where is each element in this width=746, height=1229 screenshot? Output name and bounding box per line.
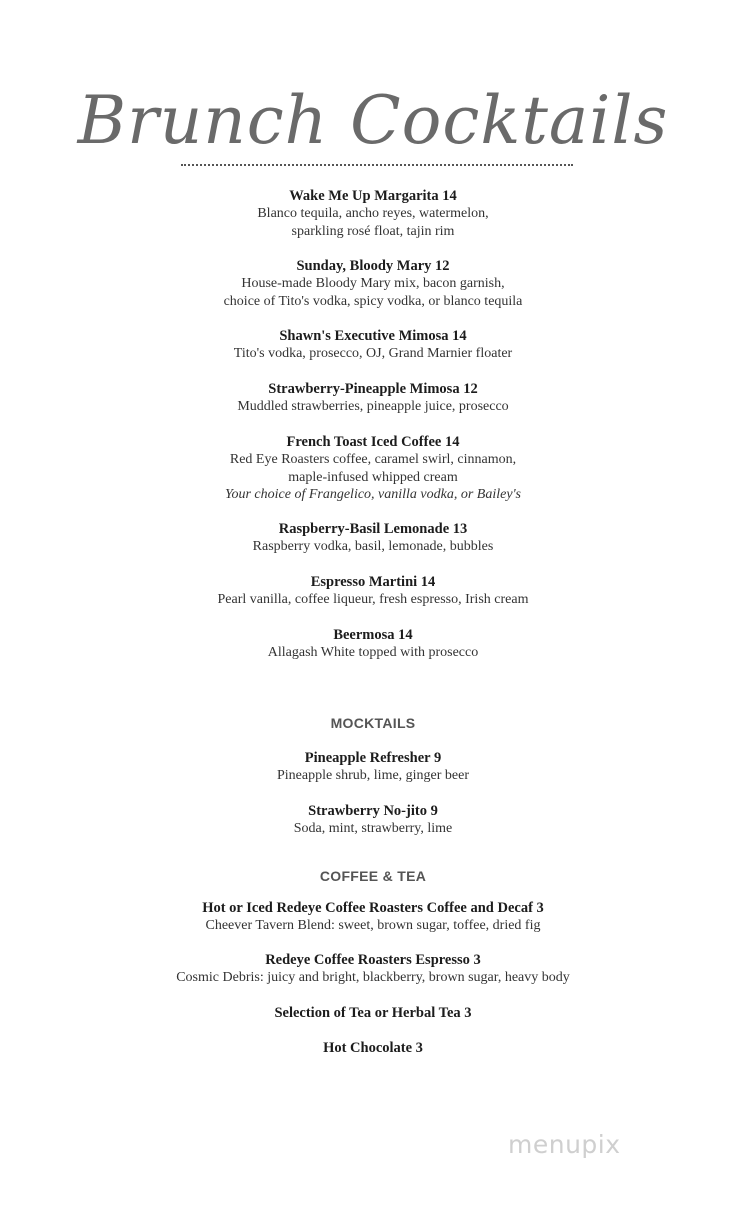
item-description: Cheever Tavern Blend: sweet, brown sugar, toffee, dried fig — [205, 918, 541, 933]
item-description: Tito's vodka, prosecco, OJ, Grand Marnier floater — [233, 346, 513, 361]
menu-item — [0, 258, 746, 310]
item-description: Red Eye Roasters coffee, caramel swirl, cinnamon, — [229, 452, 517, 467]
section-heading-coffee-tea: COFFEE & TEA — [319, 868, 427, 884]
item-note: Your choice of Frangelico, vanilla vodka, or Bailey's — [224, 487, 522, 502]
item-description: Soda, mint, strawberry, lime — [293, 821, 453, 836]
item-description: House-made Bloody Mary mix, bacon garnish, — [241, 276, 505, 291]
menu-item — [0, 750, 746, 785]
item-name: Wake Me Up Margarita 14 — [289, 188, 457, 204]
item-description: Cosmic Debris: juicy and bright, blackberry, brown sugar, heavy body — [176, 970, 570, 985]
item-name: Pineapple Refresher 9 — [304, 750, 442, 766]
menu-item — [0, 627, 746, 662]
menu-item — [0, 521, 746, 556]
item-description: Raspberry vodka, basil, lemonade, bubbles — [252, 539, 494, 554]
watermark: menupix — [508, 1130, 621, 1159]
section-heading-mocktails: MOCKTAILS — [330, 715, 416, 731]
item-name: Shawn's Executive Mimosa 14 — [279, 328, 467, 344]
item-name: Hot Chocolate 3 — [323, 1040, 423, 1056]
item-name: French Toast Iced Coffee 14 — [286, 434, 460, 450]
item-name: Redeye Coffee Roasters Espresso 3 — [265, 952, 481, 968]
item-name: Raspberry-Basil Lemonade 13 — [278, 521, 468, 537]
menu-item — [0, 434, 746, 504]
menu-item — [0, 188, 746, 240]
menu-item — [0, 328, 746, 363]
title-divider — [181, 164, 573, 166]
menu-item — [0, 1040, 746, 1057]
menu-item — [0, 574, 746, 609]
menu-item — [0, 381, 746, 416]
menu-item — [0, 1005, 746, 1022]
item-description: Muddled strawberries, pineapple juice, prosecco — [237, 399, 509, 414]
item-description: Pearl vanilla, coffee liqueur, fresh espresso, Irish cream — [217, 592, 529, 607]
menu-item — [0, 952, 746, 987]
item-description: Pineapple shrub, lime, ginger beer — [276, 768, 470, 783]
item-description: Blanco tequila, ancho reyes, watermelon, — [257, 206, 489, 221]
item-name: Strawberry No-jito 9 — [308, 803, 438, 819]
item-name: Espresso Martini 14 — [310, 574, 436, 590]
menu-item — [0, 900, 746, 935]
item-name: Selection of Tea or Herbal Tea 3 — [274, 1005, 472, 1021]
item-description: sparkling rosé float, tajin rim — [291, 223, 455, 239]
item-name: Hot or Iced Redeye Coffee Roasters Coffee and Decaf 3 — [202, 900, 544, 916]
item-description: maple-infused whipped cream — [288, 469, 458, 485]
menu-item — [0, 803, 746, 838]
item-description: Allagash White topped with prosecco — [267, 645, 479, 660]
item-name: Strawberry-Pineapple Mimosa 12 — [268, 381, 478, 397]
page-title: Brunch Cocktails — [77, 82, 669, 159]
item-name: Beermosa 14 — [333, 627, 413, 643]
item-name: Sunday, Bloody Mary 12 — [296, 258, 450, 274]
item-description: choice of Tito's vodka, spicy vodka, or blanco tequila — [223, 293, 523, 309]
